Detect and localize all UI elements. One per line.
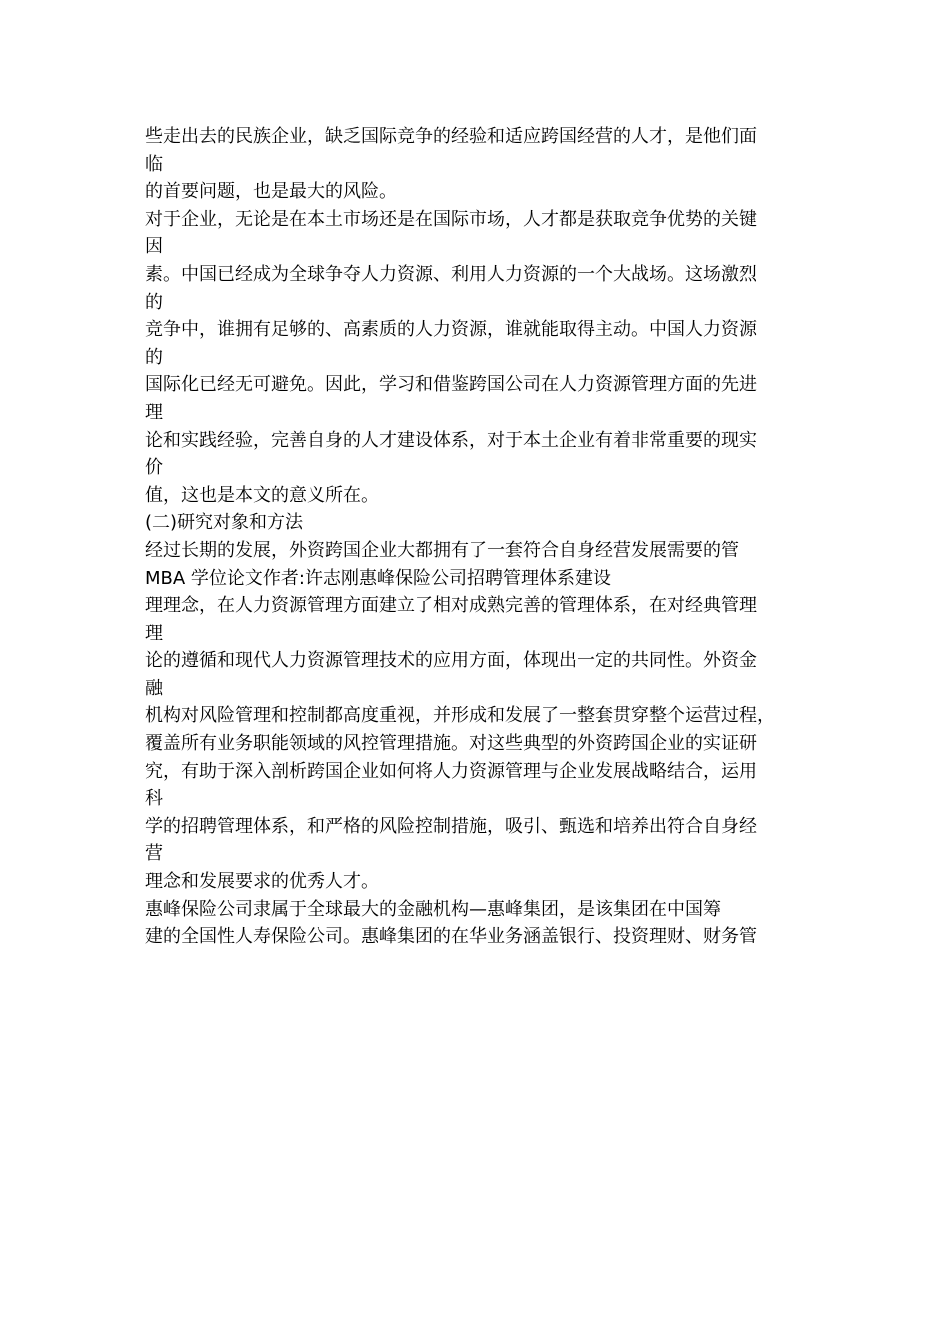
text-line: 理理念，在人力资源管理方面建立了相对成熟完善的管理体系，在对经典管理	[145, 595, 757, 617]
text-line: 覆盖所有业务职能领域的风控管理措施。对这些典型的外资跨国企业的实证研	[145, 733, 757, 755]
text-line: 学的招聘管理体系，和严格的风险控制措施，吸引、甄选和培养出符合自身经	[145, 815, 757, 837]
text-line: 论的遵循和现代人力资源管理技术的应用方面，体现出一定的共同性。外资金	[145, 650, 757, 672]
text-line: 临	[145, 153, 163, 175]
text-line: 究，有助于深入剖析跨国企业如何将人力资源管理与企业发展战略结合，运用	[145, 760, 757, 782]
text-line: 因	[145, 236, 163, 258]
text-line: 素。中国已经成为全球争夺人力资源、利用人力资源的一个大战场。这场激烈	[145, 263, 757, 285]
text-line: 价	[145, 457, 163, 479]
text-line: 机构对风险管理和控制都高度重视，并形成和发展了一整套贯穿整个运营过程，	[145, 705, 775, 727]
text-line: 理	[145, 622, 163, 644]
text-line: 融	[145, 677, 163, 699]
text-line: 科	[145, 788, 163, 810]
text-line: 值，这也是本文的意义所在。	[145, 484, 379, 506]
text-line: 理念和发展要求的优秀人才。	[145, 871, 379, 893]
text-line: 的	[145, 346, 163, 368]
text-line: 对于企业，无论是在本土市场还是在国际市场，人才都是获取竞争优势的关键	[145, 208, 757, 230]
text-line: 论和实践经验，完善自身的人才建设体系，对于本土企业有着非常重要的现实	[145, 429, 757, 451]
text-line: 理	[145, 401, 163, 423]
text-line: 经过长期的发展，外资跨国企业大都拥有了一套符合自身经营发展需要的管	[145, 539, 739, 561]
text-line: 竞争中，谁拥有足够的、高素质的人力资源，谁就能取得主动。中国人力资源	[145, 319, 757, 341]
text-line: 国际化已经无可避免。因此，学习和借鉴跨国公司在人力资源管理方面的先进	[145, 374, 757, 396]
text-line: 营	[145, 843, 163, 865]
text-line: 惠峰保险公司隶属于全球最大的金融机构—惠峰集团，是该集团在中国筹	[145, 898, 721, 920]
running-header: MBA 学位论文作者:许志刚惠峰保险公司招聘管理体系建设	[145, 567, 611, 589]
text-line: 建的全国性人寿保险公司。惠峰集团的在华业务涵盖银行、投资理财、财务管	[145, 926, 757, 948]
text-line: 的	[145, 291, 163, 313]
text-line: 的首要问题，也是最大的风险。	[145, 181, 397, 203]
section-heading: (二)研究对象和方法	[145, 512, 304, 534]
text-line: 些走出去的民族企业，缺乏国际竞争的经验和适应跨国经营的人才，是他们面	[145, 126, 757, 147]
body-text	[145, 123, 825, 951]
